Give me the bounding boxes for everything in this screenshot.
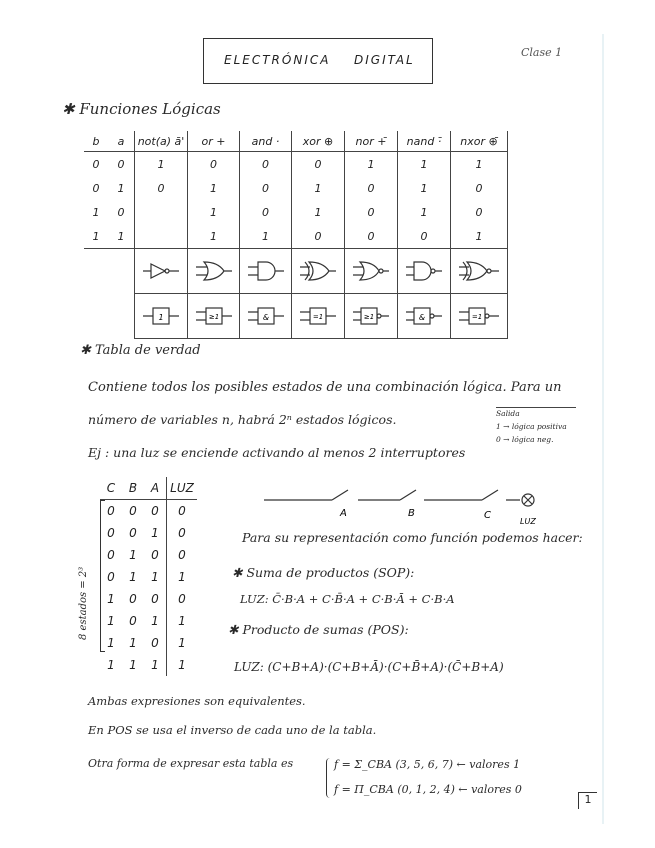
output-logic-note <box>496 407 576 453</box>
cell: 1 <box>135 152 188 177</box>
cell: 0 <box>107 570 115 584</box>
cell: 0 <box>167 500 198 523</box>
cell: 1 <box>398 200 451 224</box>
pos-expression: LUZ: (C+B+A)·(C+B+Ā)·(C+B̄+A)·(C̄+B+A) <box>234 660 504 674</box>
iec-label: & <box>262 313 269 322</box>
cell: 0 <box>92 157 100 171</box>
cell: 0 <box>167 588 198 610</box>
cell: 0 <box>107 504 115 518</box>
cell: 1 <box>92 205 100 219</box>
iec-or-icon <box>188 294 240 339</box>
iec-xor-icon <box>292 294 345 339</box>
iec-symbols-row <box>84 294 508 339</box>
cell: 1 <box>151 570 159 584</box>
cell: 1 <box>240 224 292 249</box>
col-header: or + <box>188 131 240 152</box>
table-row <box>100 610 197 632</box>
section-title-truth-table: ✱ Tabla de verdad <box>80 343 201 358</box>
xor-gate-icon <box>292 249 345 294</box>
cell: 1 <box>292 176 345 200</box>
cell: 0 <box>135 176 188 200</box>
table-row <box>100 544 197 566</box>
title-word-electronica: ELECTRÓNICA <box>224 53 331 67</box>
cell: 0 <box>129 592 137 606</box>
sigma-expression: f = Σ_CBA (3, 5, 6, 7) ← valores 1 <box>334 758 521 771</box>
switch-b-label: B <box>408 508 415 519</box>
paragraph-1: Contiene todos los posibles estados de una combinación lógica. Para un <box>88 380 562 395</box>
col-header: nand ·̄ <box>398 131 451 152</box>
cell <box>135 200 188 224</box>
iec-nor-icon <box>345 294 398 339</box>
col-header: LUZ <box>167 477 198 500</box>
cell: 1 <box>92 229 100 243</box>
cell: 0 <box>240 176 292 200</box>
not-gate-icon <box>135 249 188 294</box>
cell: 1 <box>398 152 451 177</box>
pi-expression: f = Π_CBA (0, 1, 2, 4) ← valores 0 <box>334 783 522 796</box>
cell: 1 <box>167 632 198 654</box>
cell: 1 <box>107 636 115 650</box>
table-row <box>84 176 508 200</box>
ansi-symbols-row <box>84 249 508 294</box>
paragraph-7: Otra forma de expresar esta tabla es <box>88 757 294 770</box>
and-gate-icon <box>240 249 292 294</box>
iec-label: ≥1 <box>208 313 219 321</box>
cell: 1 <box>117 181 125 195</box>
cell: 0 <box>292 224 345 249</box>
cell: 0 <box>151 592 159 606</box>
cell: 1 <box>107 614 115 628</box>
col-header: not(a) ā' <box>135 131 188 152</box>
table-row <box>100 500 197 523</box>
col-header: b <box>92 134 100 148</box>
col-header: C <box>106 481 116 495</box>
section-title-logic-functions: ✱ Funciones Lógicas <box>62 100 221 118</box>
cell: 0 <box>398 224 451 249</box>
table-row <box>84 200 508 224</box>
title-word-digital: DIGITAL <box>354 53 415 67</box>
switch-circuit-diagram <box>262 480 552 530</box>
paragraph-6: En POS se usa el inverso de cada uno de la tabla. <box>88 723 377 737</box>
lamp-label: LUZ <box>520 517 536 526</box>
logic-functions-table <box>84 131 508 339</box>
cell: 0 <box>451 176 508 200</box>
cell: 1 <box>129 570 137 584</box>
cell: 1 <box>345 152 398 177</box>
iec-label: & <box>418 313 426 322</box>
cell: 0 <box>129 504 137 518</box>
cell: 0 <box>167 522 198 544</box>
cell: 0 <box>117 157 125 171</box>
cell: 0 <box>451 200 508 224</box>
col-header: nxor ⊕̄ <box>451 131 508 152</box>
corner-note: Clase 1 <box>521 46 563 59</box>
iec-label: ≥1 <box>363 313 375 321</box>
col-header: B <box>128 481 138 495</box>
paragraph-4: Para su representación como función podemos hacer: <box>242 530 583 545</box>
cell: 1 <box>151 526 159 540</box>
paragraph-2: número de variables n, habrá 2ⁿ estados lógicos. <box>88 412 397 427</box>
cell: 0 <box>188 152 240 177</box>
switch-a-label: A <box>340 508 347 519</box>
cell: 0 <box>345 200 398 224</box>
cell: 0 <box>345 176 398 200</box>
cell: 1 <box>167 566 198 588</box>
cell: 0 <box>151 504 159 518</box>
cell: 1 <box>117 229 125 243</box>
cell: 1 <box>107 592 115 606</box>
col-header: and · <box>240 131 292 152</box>
cell: 1 <box>188 176 240 200</box>
note-title: Salida <box>496 409 520 418</box>
page-number: 1 <box>578 792 597 809</box>
cell: 1 <box>151 614 159 628</box>
paragraph-5: Ambas expresiones son equivalentes. <box>88 694 306 708</box>
cell: 0 <box>167 544 198 566</box>
table-row <box>100 632 197 654</box>
cell: 1 <box>188 200 240 224</box>
iec-xnor-icon <box>451 294 508 339</box>
table-row <box>84 224 508 249</box>
cell: 0 <box>92 181 100 195</box>
cell: 0 <box>129 614 137 628</box>
cell: 1 <box>129 548 137 562</box>
col-header: xor ⊕ <box>292 131 345 152</box>
cell: 1 <box>151 658 159 672</box>
nor-gate-icon <box>345 249 398 294</box>
iec-nand-icon <box>398 294 451 339</box>
cell: 1 <box>292 200 345 224</box>
cell: 0 <box>107 526 115 540</box>
iec-label: 1 <box>158 313 164 322</box>
iec-not-icon <box>135 294 188 339</box>
iec-label: =1 <box>471 313 483 321</box>
cell: 1 <box>451 224 508 249</box>
cell: 0 <box>292 152 345 177</box>
cell: 0 <box>240 200 292 224</box>
cell: 1 <box>451 152 508 177</box>
states-side-label: 8 estados = 2³ <box>78 566 89 640</box>
cell: 0 <box>345 224 398 249</box>
switch-c-label: C <box>484 510 491 521</box>
cell: 0 <box>151 636 159 650</box>
cell: 0 <box>240 152 292 177</box>
xnor-gate-icon <box>451 249 508 294</box>
brace <box>326 758 331 798</box>
or-gate-icon <box>188 249 240 294</box>
cell <box>135 224 188 249</box>
table-row <box>100 566 197 588</box>
pos-title: ✱ Producto de sumas (POS): <box>228 622 409 637</box>
cell: 1 <box>167 654 198 676</box>
light-truth-table <box>100 477 197 676</box>
table-row <box>100 522 197 544</box>
note-line-positive: 1 → lógica positiva <box>496 422 567 431</box>
cell: 0 <box>129 526 137 540</box>
cell: 1 <box>398 176 451 200</box>
sop-title: ✱ Suma de productos (SOP): <box>232 565 415 580</box>
iec-label: =1 <box>312 313 324 321</box>
cell: 0 <box>117 205 125 219</box>
cell: 1 <box>129 636 137 650</box>
sop-expression: LUZ: C̄·B·A + C·B̄·A + C·B·Ā + C·B·A <box>240 592 455 606</box>
col-header: A <box>150 481 160 495</box>
paragraph-3: Ej : una luz se enciende activando al menos 2 interruptores <box>88 445 466 460</box>
cell: 0 <box>151 548 159 562</box>
title-box <box>203 38 433 84</box>
cell: 1 <box>188 224 240 249</box>
table-row <box>84 152 508 177</box>
nand-gate-icon <box>398 249 451 294</box>
table-row <box>100 588 197 610</box>
col-header: nor +̄ <box>345 131 398 152</box>
iec-and-icon <box>240 294 292 339</box>
table-row <box>100 654 197 676</box>
cell: 1 <box>107 658 115 672</box>
cell: 1 <box>167 610 198 632</box>
cell: 0 <box>107 548 115 562</box>
note-line-negative: 0 → lógica neg. <box>496 435 554 444</box>
cell: 1 <box>129 658 137 672</box>
col-header: a <box>117 134 125 148</box>
